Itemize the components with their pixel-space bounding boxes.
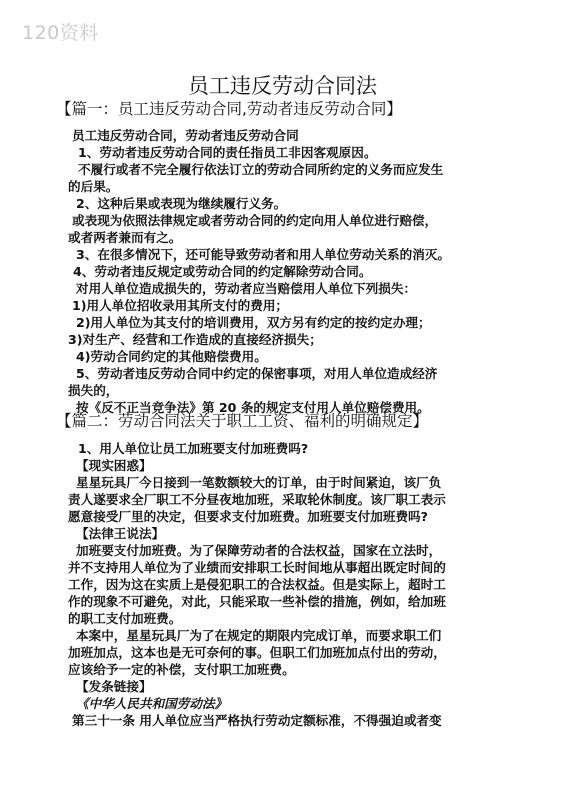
body-line: 对用人单位造成损失的，劳动者应当赔偿用人单位下列损失：: [76, 281, 417, 296]
body-line: 1、用人单位让员工加班要支付加班费吗?: [78, 441, 309, 456]
section-heading-2: 【篇二：劳动合同法关于职工工资、福利的明确规定】: [56, 412, 429, 430]
body-line: 工作，因为这在实质上是侵犯职工的合法权益。但是实际上，超时工: [68, 577, 446, 592]
body-line: 【法律王说法】: [76, 526, 165, 541]
body-line: 4)劳动合同约定的其他赔偿费用。: [76, 349, 267, 364]
body-line: 3)对生产、经营和工作造成的直接经济损失；: [68, 332, 322, 347]
section-heading-1: 【篇一：员工违反劳动合同,劳动者违反劳动合同】: [56, 100, 402, 118]
document-title: 员工违反劳动合同法: [188, 74, 377, 98]
body-line: 作的现象不可避免，对此，只能采取一些补偿的措施，例如，给加班: [68, 594, 446, 609]
body-line: 1、劳动者违反劳动合同的责任指员工非因客观原因。: [78, 145, 377, 160]
body-line: 4、劳动者违反规定或劳动合同的约定解除劳动合同。: [73, 264, 372, 279]
body-line: 第三十一条 用人单位应当严格执行劳动定额标准，不得强迫或者变: [72, 713, 442, 728]
body-line: 员工违反劳动合同，劳动者违反劳动合同: [72, 128, 299, 143]
body-line: 加班加点，这本也是无可奈何的事。但职工们加班加点付出的劳动，: [68, 645, 446, 660]
body-line: 或者两者兼而有之。: [68, 230, 182, 245]
body-line: 不履行或者不完全履行依法订立的劳动合同所约定的义务而应发生: [78, 162, 444, 177]
watermark-logo: 120资料: [22, 22, 99, 44]
body-line: 本案中，星星玩具厂为了在规定的期限内完成订单，而要求职工们: [76, 628, 442, 643]
body-line: 或表现为依照法律规定或者劳动合同的约定向用人单位进行赔偿，: [72, 213, 438, 228]
body-line: 按《反不正当竞争法》第 20 条的规定支付用人单位赔偿费用。: [76, 400, 430, 415]
body-line: 的职工支付加班费。: [68, 611, 182, 626]
body-line: 愿意接受厂里的决定，但要求支付加班费。加班要支付加班费吗?: [68, 509, 428, 524]
body-line: 应该给予一定的补偿，支付职工加班费。: [68, 662, 295, 677]
body-line: 5、劳动者违反劳动合同中约定的保密事项，对用人单位造成经济: [76, 366, 438, 381]
body-line: 的后果。: [68, 179, 119, 194]
body-line: 1)用人单位招收录用其所支付的费用；: [72, 298, 289, 313]
body-line: 并不支持用人单位为了业绩而安排职工长时间地从事超出既定时间的: [68, 560, 446, 575]
body-line: 加班要支付加班费。为了保障劳动者的合法权益，国家在立法时，: [76, 543, 442, 558]
body-line: 2)用人单位为其支付的培训费用，双方另有约定的按约定办理；: [76, 315, 431, 330]
body-line: 《中华人民共和国劳动法》: [76, 696, 228, 711]
body-line: 责人遂要求全厂职工不分昼夜地加班，采取轮休制度。该厂职工表示: [68, 492, 446, 507]
body-line: 【发条链接】: [76, 679, 152, 694]
body-line: 损失的，: [68, 383, 119, 398]
body-line: 【现实困惑】: [76, 458, 152, 473]
body-line: 星星玩具厂今日接到一笔数额较大的订单，由于时间紧迫，该厂负: [76, 475, 442, 490]
body-line: 2、这种后果或表现为继续履行义务。: [76, 196, 287, 211]
body-line: 3、在很多情况下，还可能导致劳动者和用人单位劳动关系的消灭。: [76, 247, 450, 262]
